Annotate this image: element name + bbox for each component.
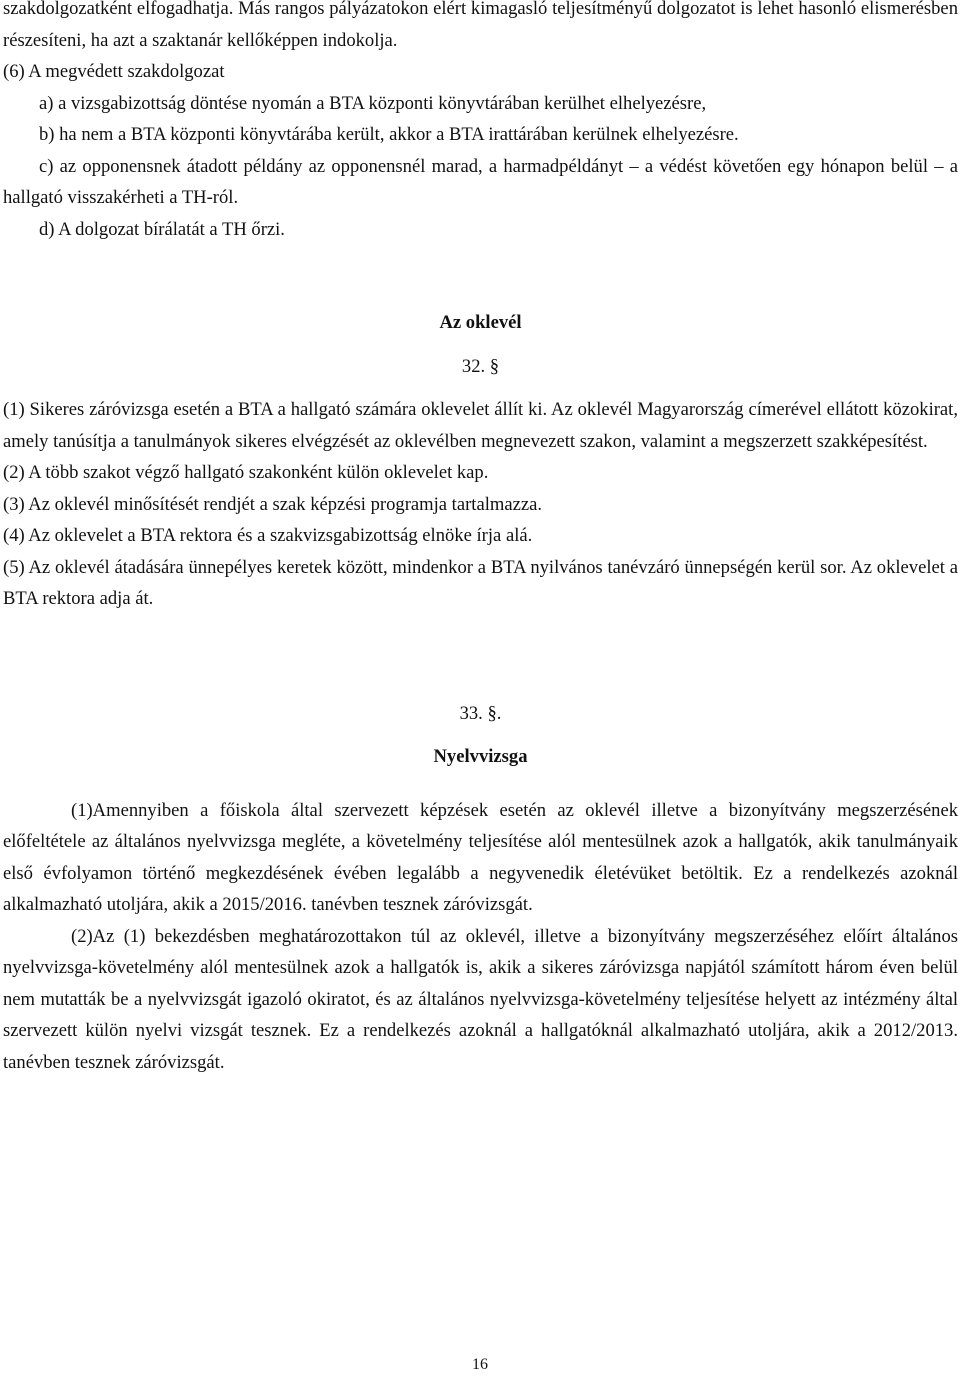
section-32-paragraph-4: (4) Az oklevelet a BTA rektora és a szakvizsgabizottság elnöke írja alá. — [3, 525, 533, 546]
section-32-paragraph-1: (1) Sikeres záróvizsga esetén a BTA a hallgató számára oklevelet állít ki. Az oklevél Magyarország címerével ellátott közokirat, amely tanúsítja a tanulmányok sikeres elvégzését az oklevélben megnevezett szakon, valamint a megszerzett szakképesítést. — [3, 399, 958, 452]
section-32-paragraph-5: (5) Az oklevél átadására ünnepélyes keretek között, mindenkor a BTA nyilvános tanévzáró ünnepségén kerül sor. Az oklevelet a BTA rektora adja át. — [3, 556, 958, 609]
section-33-paragraph-2: (2)Az (1) bekezdésben meghatározottakon túl az oklevél, illetve a bizonyítvány megszerzéséhez előírt általános nyelvvizsga-követelmény alól mentesülnek azok a hallgatók is, akik a sikeres záróvizsga napjától számított három éven belül nem mutatták be a nyelvvizsgát igazoló okiratot, és az általános nyelvvizsga-követelmény teljesítése helyett az intézmény által szervezett külön nyelvi vizsgát tesznek. Ez a rendelkezés azoknál a hallgatóknál alkalmazható utoljára, akik a 2012/2013. tanévben tesznek záróvizsgát. — [3, 925, 958, 1073]
section-33-title: Nyelvvizsga — [433, 746, 528, 767]
section-32-number: 32. § — [461, 355, 500, 377]
page-number: 16 — [472, 1356, 488, 1373]
paragraph-6-item-b: b) ha nem a BTA központi könyvtárába került, akkor a BTA irattárában kerülnek elhelyezésre. — [39, 124, 739, 145]
section-32-paragraph-2: (2) A több szakot végző hallgató szakonként külön oklevelet kap. — [3, 462, 489, 483]
section-33-number: 33. §. — [459, 702, 502, 724]
section-32-title: Az oklevél — [439, 312, 522, 333]
section-33-paragraph-1: (1)Amennyiben a főiskola által szervezett képzések esetén az oklevél illetve a bizonyítvány megszerzésének előfeltétele az általános nyelvvizsga megléte, a követelmény teljesítése alól mentesülnek azok a hallgatók, akik tanulmányaik első évfolyamon történő megkezdésének évében legalább a negyvenedik életévüket betöltik. Ez a rendelkezés azoknál alkalmazható utoljára, akik a 2015/2016. tanévben tesznek záróvizsgát. — [3, 799, 958, 915]
document-page — [3, 0, 958, 1078]
section-32-paragraph-3: (3) Az oklevél minősítését rendjét a szak képzési programja tartalmazza. — [3, 493, 542, 515]
paragraph-6-intro: (6) A megvédett szakdolgozat — [3, 61, 225, 82]
paragraph-6-item-c: c) az opponensnek átadott példány az opponensnél marad, a harmadpéldányt – a védést követően egy hónapon belül – a hallgató visszakérheti a TH-ról. — [3, 155, 958, 208]
paragraph-6-item-d: d) A dolgozat bírálatát a TH őrzi. — [39, 218, 285, 240]
paragraph-continuation: szakdolgozatként elfogadhatja. Más rangos pályázatokon elért kimagasló teljesítményű dolgozatot is lehet hasonló elismerésben részesíteni, ha azt a szaktanár kellőképpen indokolja. — [3, 0, 958, 51]
paragraph-6-item-a: a) a vizsgabizottság döntése nyomán a BTA központi könyvtárában kerülhet elhelyezésre, — [39, 92, 707, 114]
